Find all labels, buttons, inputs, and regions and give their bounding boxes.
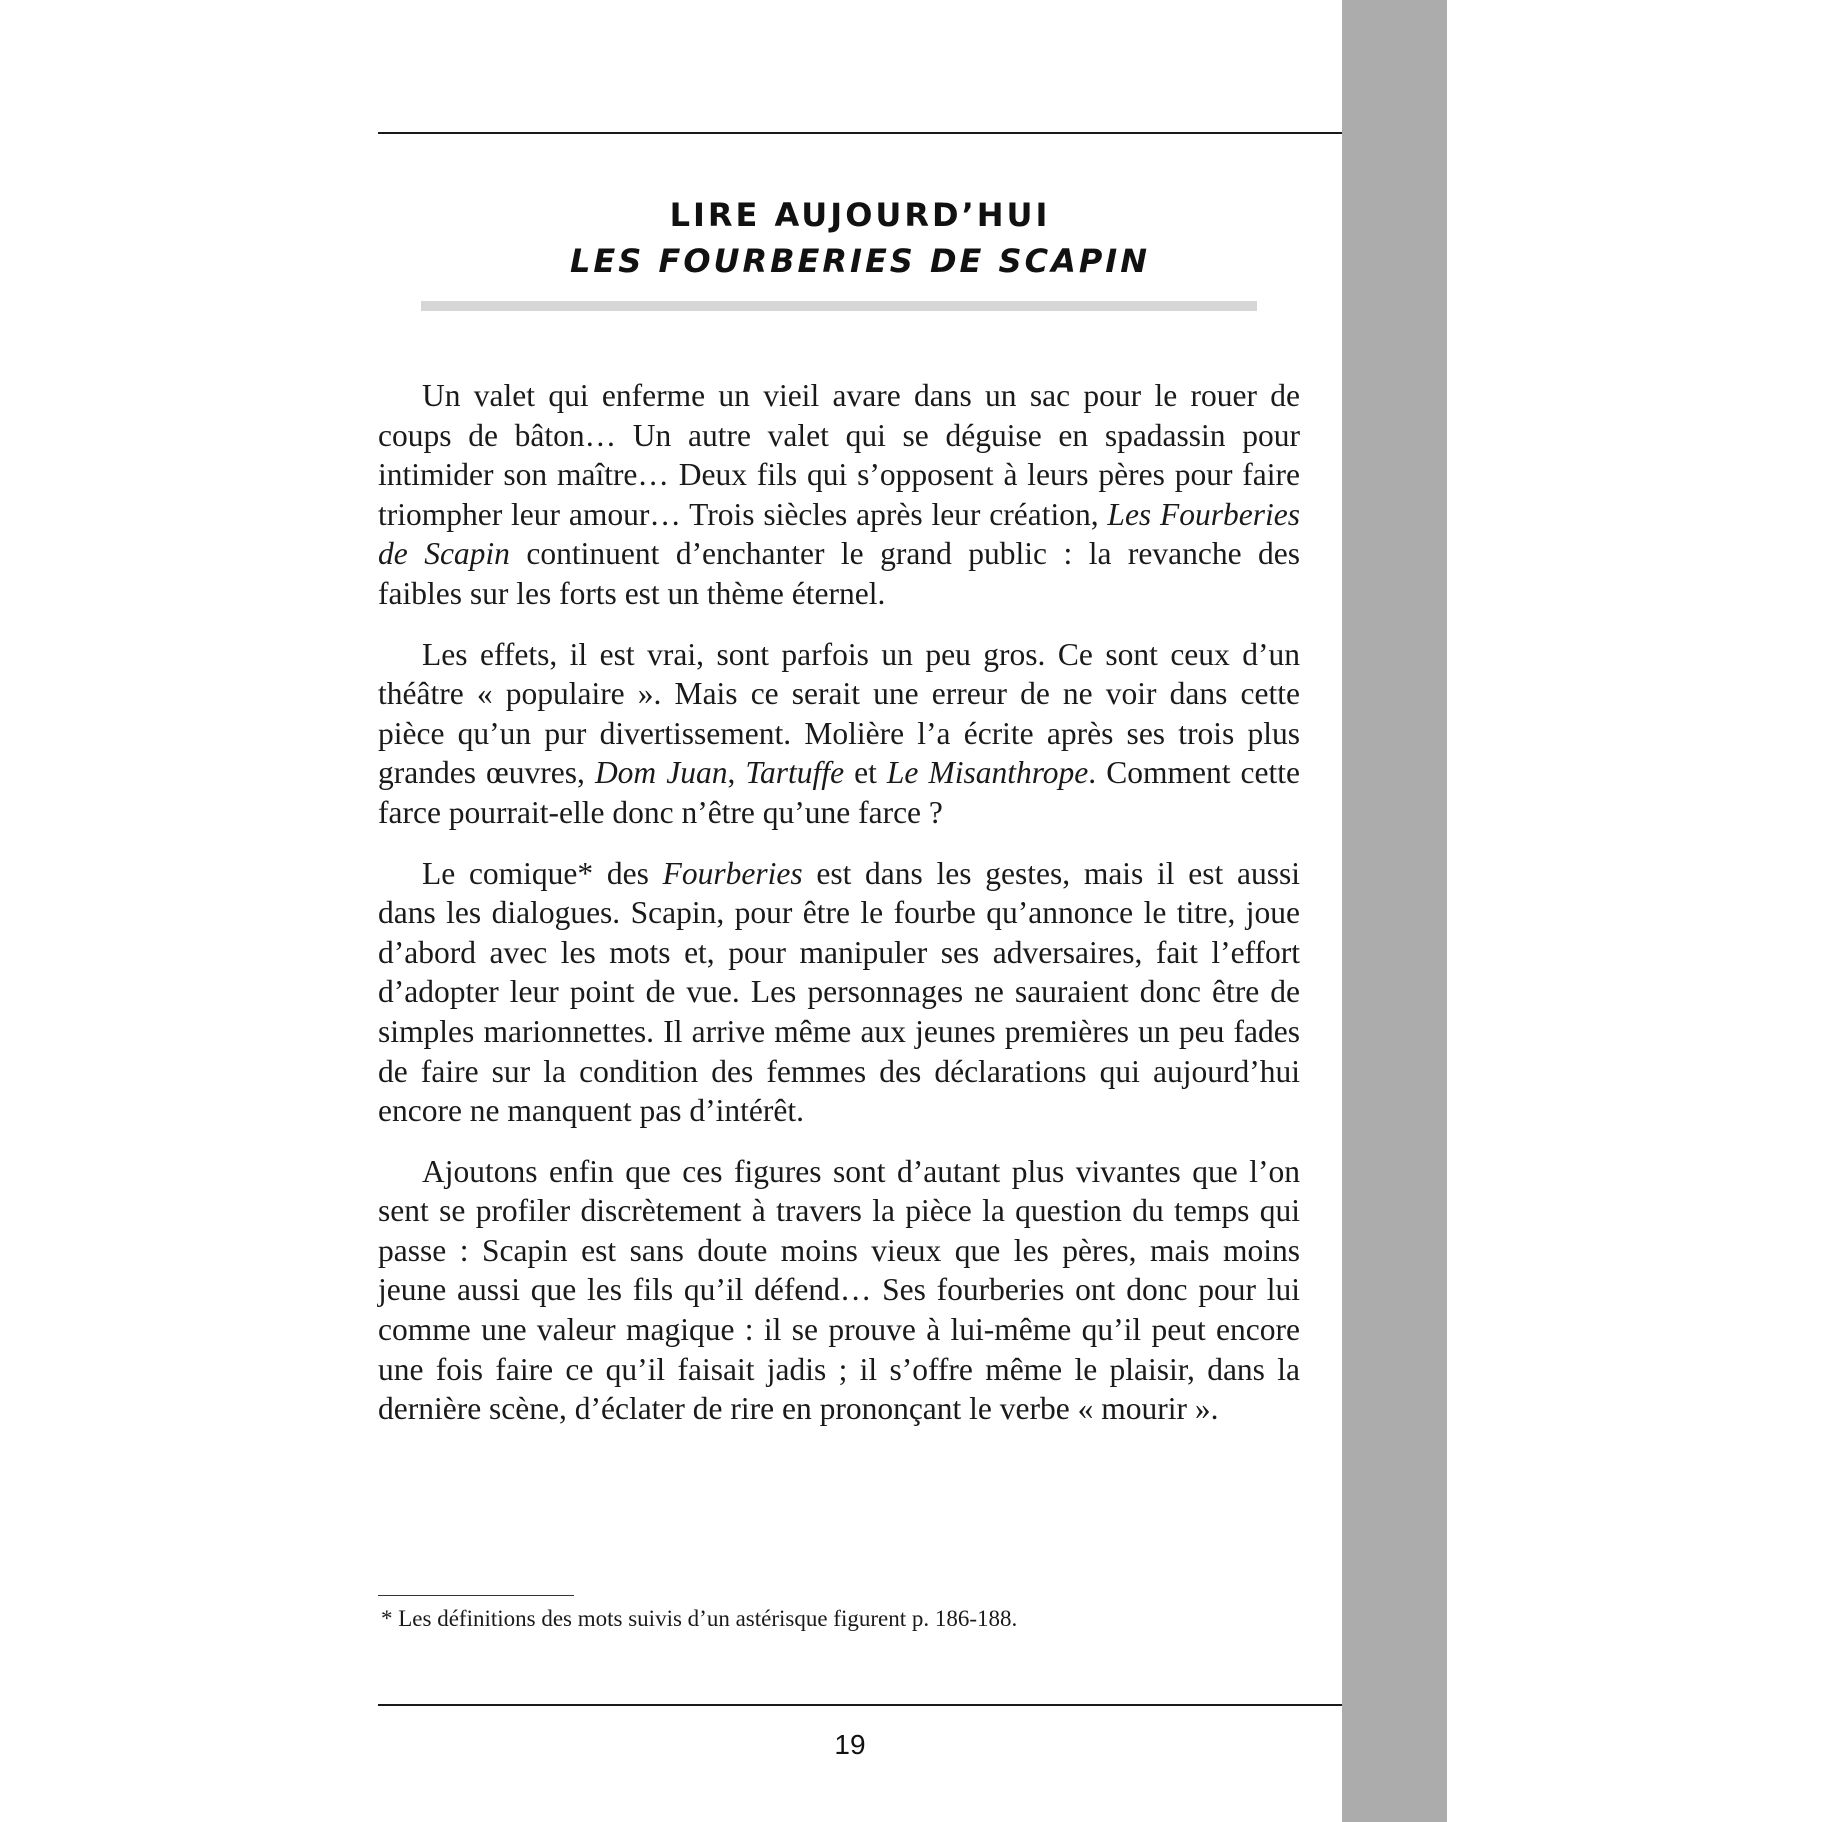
title-line-2: LES FOURBERIES DE SCAPIN xyxy=(570,242,1150,280)
footnote: * Les définitions des mots suivis d’un astérisque figurent p. 186-188. xyxy=(381,1606,1018,1631)
page-title xyxy=(378,192,1342,284)
paragraph-span-italic: Tartuffe xyxy=(745,755,845,791)
title-line-1: LIRE AUJOURD’HUI xyxy=(669,196,1051,234)
paragraph-span: Un valet qui enferme un vieil avare dans un sac pour le rouer de coups de bâton… Un autre valet qui se déguise en spadassin pour intimider son maître… Deux fils qui s’opposent à leurs pères pour faire triompher leur amour… Trois siècles après leur création, xyxy=(378,378,1300,532)
paragraph-span: , xyxy=(727,755,746,791)
paragraph-span: est dans les gestes, mais il est aussi dans les dialogues. Scapin, pour être le fourbe qu’annonce le titre, joue d’abord avec les mots et, pour manipuler ses adversaires, fait l’effort d’adopter leur point de vue. Les personnages ne sauraient donc être de simples marionnettes. Il arrive même aux jeunes premières un peu fades de faire sur la condition des femmes des déclarations qui aujourd’hui encore ne manquent pas d’intérêt. xyxy=(378,855,1300,1129)
paragraph xyxy=(378,1152,1300,1429)
paragraph-span: continuent d’enchanter le grand public : la revanche des faibles sur les forts est un thème éternel. xyxy=(378,536,1301,611)
side-thumb-band xyxy=(1342,0,1447,1822)
title-underline-bar xyxy=(421,301,1257,311)
paragraph-span: Ajoutons enfin que ces figures sont d’autant plus vivantes que l’on sent se profiler discrètement à travers la pièce la question du temps qui passe : Scapin est sans doute moins vieux que les pères, mais moins jeune aussi que les fils qu’il défend… Ses fourberies ont donc pour lui comme une valeur magique : il se prouve à lui-même qu’il peut encore une fois faire ce qu’il faisait jadis ; il s’offre même le plaisir, dans la dernière scène, d’éclater de rire en prononçant le verbe « mourir ». xyxy=(378,1153,1300,1427)
paragraph-span-italic: Fourberies xyxy=(662,855,803,891)
paragraph-span: Les effets, il est vrai, sont parfois un peu gros. Ce sont ceux d’un théâtre « populaire ». Mais ce serait une erreur de ne voir dans cette pièce qu’un pur divertissement. Molière l’a écrite après ses trois plus grandes œuvres, xyxy=(378,636,1300,791)
paragraph xyxy=(378,854,1300,1131)
paragraph-span: Le comique* des xyxy=(422,855,663,891)
footnote-rule xyxy=(378,1595,574,1596)
page-number: 19 xyxy=(834,1729,866,1760)
paragraph-span-italic: Les Fourberies de Scapin xyxy=(378,496,1301,572)
paragraph-span: et xyxy=(844,755,887,791)
body-text xyxy=(378,376,1300,1450)
paragraph-span: . Comment cette farce pourrait-elle donc n’être qu’une farce ? xyxy=(378,755,1300,830)
paragraph-span-italic: Dom Juan xyxy=(594,755,728,791)
top-rule xyxy=(378,132,1342,134)
paragraph-span-italic: Le Misanthrope xyxy=(886,755,1089,791)
paragraph xyxy=(378,376,1300,614)
paragraph xyxy=(378,635,1300,833)
bottom-rule xyxy=(378,1704,1342,1706)
